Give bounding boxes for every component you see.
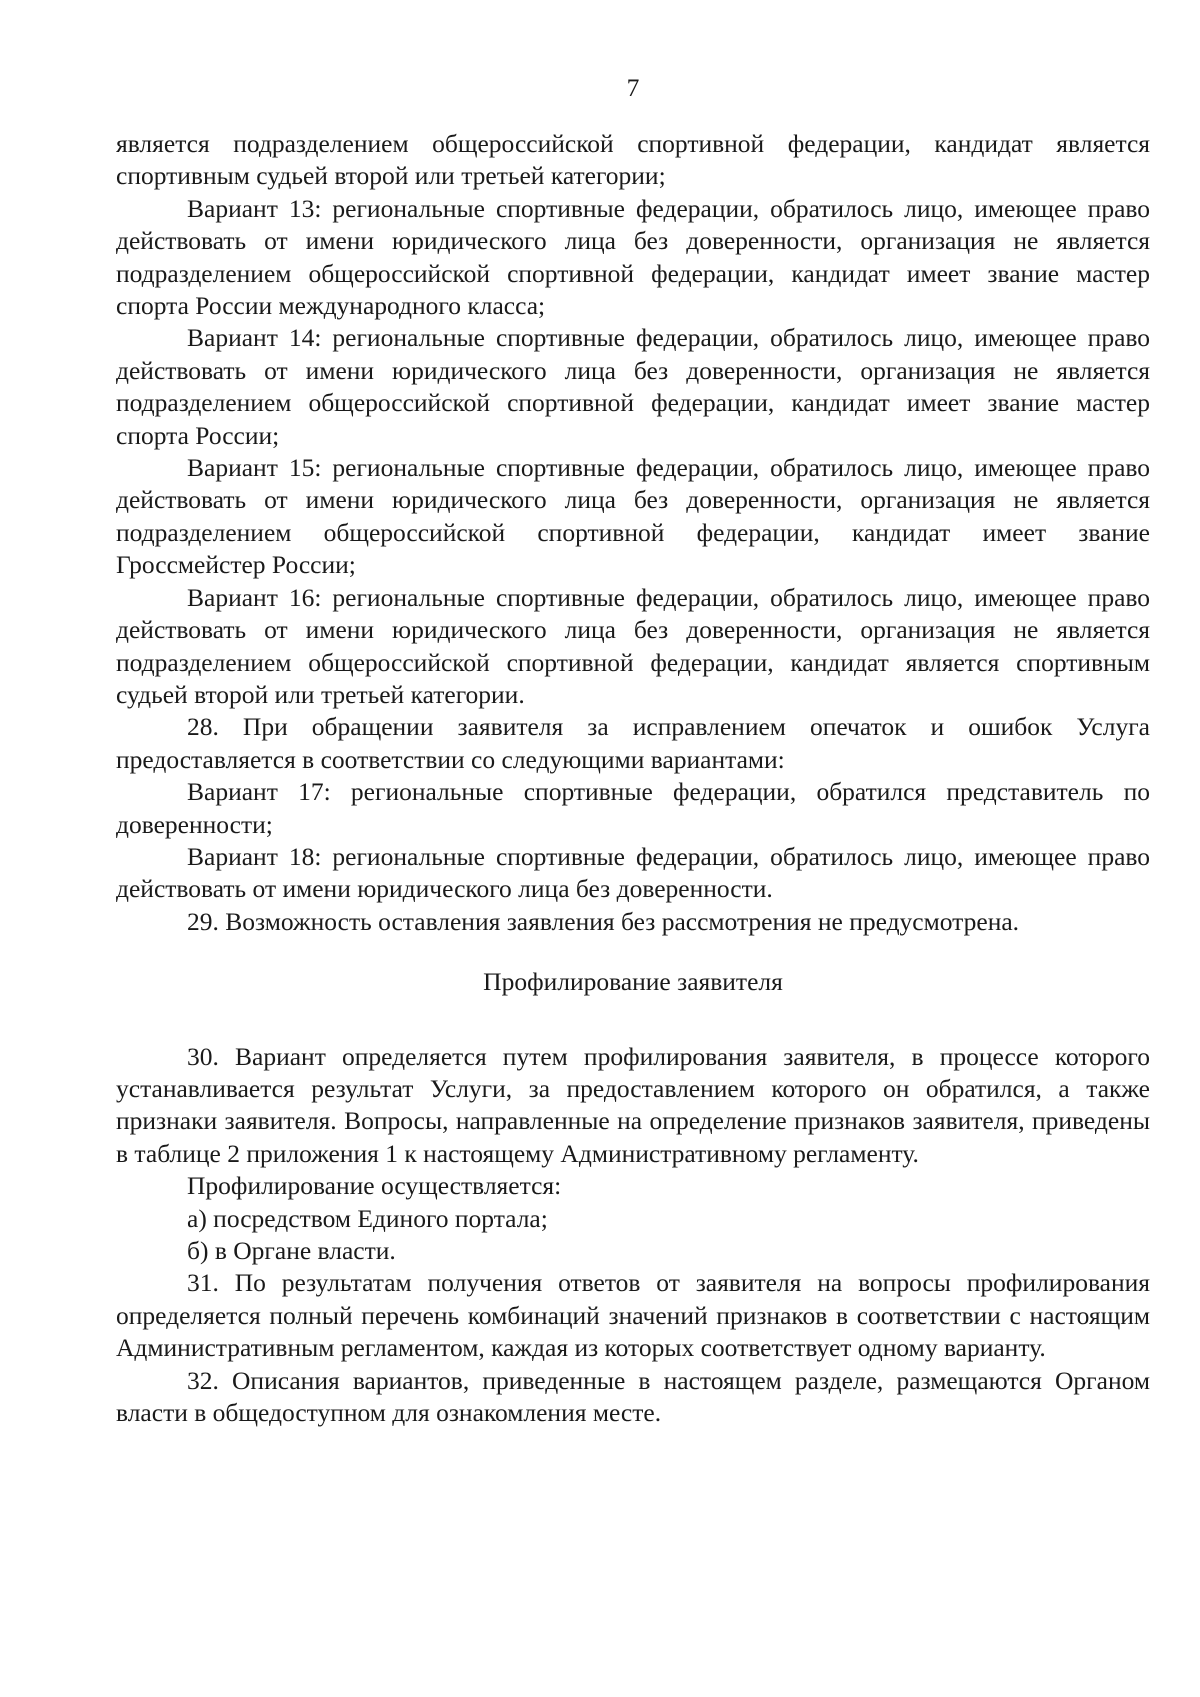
document-page: [116, 72, 1150, 1429]
paragraph: является подразделением общероссийской спортивной федерации, кандидат является спортивным судьей второй или третьей категории;: [116, 129, 1150, 191]
paragraph: Вариант 17: региональные спортивные федерации, обратился представитель по доверенности;: [116, 777, 1150, 839]
paragraph: Вариант 14: региональные спортивные федерации, обратилось лицо, имеющее право действовать от имени юридического лица без доверенности, организация не является подразделением общероссийской спортивной федерации, кандидат имеет звание мастер спорта России;: [116, 323, 1150, 450]
paragraph: Профилирование осуществляется:: [187, 1171, 562, 1201]
list-item: а) посредством Единого портала;: [187, 1203, 548, 1233]
paragraph: Вариант 16: региональные спортивные федерации, обратилось лицо, имеющее право действовать от имени юридического лица без доверенности, организация не является подразделением общероссийской спортивной федерации, кандидат является спортивным судьей второй или третьей категории.: [116, 582, 1150, 709]
section-heading: Профилирование заявителя: [483, 967, 783, 997]
paragraph: Вариант 15: региональные спортивные федерации, обратилось лицо, имеющее право действовать от имени юридического лица без доверенности, организация не является подразделением общероссийской спортивной федерации, кандидат имеет звание Гроссмейстер России;: [116, 453, 1150, 580]
paragraph: Вариант 13: региональные спортивные федерации, обратилось лицо, имеющее право действовать от имени юридического лица без доверенности, организация не является подразделением общероссийской спортивной федерации, кандидат имеет звание мастер спорта России международного класса;: [116, 193, 1150, 321]
paragraph: 29. Возможность оставления заявления без рассмотрения не предусмотрена.: [187, 906, 1020, 936]
paragraph: 30. Вариант определяется путем профилирования заявителя, в процессе которого устанавливается результат Услуги, за предоставлением которого он обратился, а также признаки заявителя. Вопросы, направленные на определение признаков заявителя, приведены в таблице 2 приложения 1 к настоящему Административному регламенту.: [116, 1041, 1150, 1168]
page-number: 7: [626, 73, 640, 102]
paragraphs-after: [116, 1041, 1150, 1430]
paragraph: 32. Описания вариантов, приведенные в настоящем разделе, размещаются Органом власти в общедоступном для ознакомления месте.: [116, 1365, 1150, 1428]
paragraph: Вариант 18: региональные спортивные федерации, обратилось лицо, имеющее право действовать от имени юридического лица без доверенности.: [116, 841, 1150, 904]
paragraphs-before: [116, 128, 1150, 938]
paragraph: 31. По результатам получения ответов от заявителя на вопросы профилирования определяется полный перечень комбинаций значений признаков в соответствии с настоящим Административным регламентом, каждая из которых соответствует одному варианту.: [116, 1268, 1150, 1363]
paragraph: 28. При обращении заявителя за исправлением опечаток и ошибок Услуга предоставляется в соответствии со следующими вариантами:: [116, 712, 1150, 774]
list-item: б) в Органе власти.: [187, 1236, 396, 1265]
